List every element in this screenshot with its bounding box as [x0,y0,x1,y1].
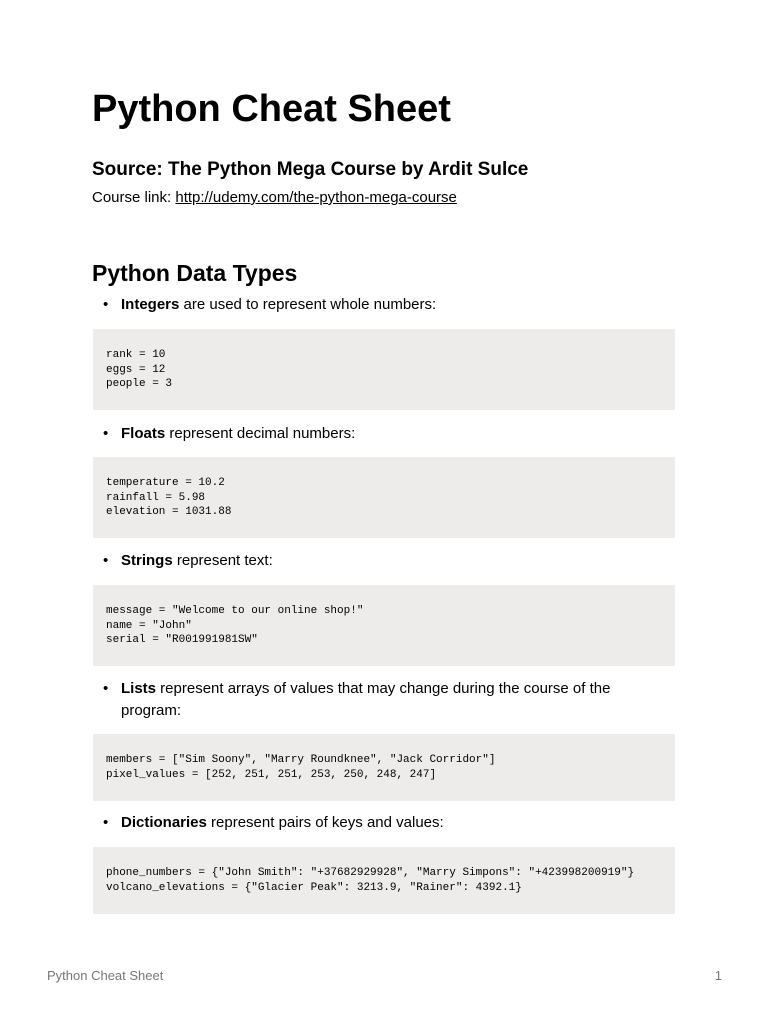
code-line: serial = "R001991981SW" [106,634,258,646]
page-title: Python Cheat Sheet [92,88,451,130]
item-term: Lists [121,680,157,697]
course-line [92,188,457,208]
code-line: volcano_elevations = {"Glacier Peak": 3213.9, "Rainer": 4392.1} [106,881,522,894]
item-term: Integers [121,296,180,313]
item-desc: represent decimal numbers: [165,425,356,442]
code-line: rank = 10 [106,349,166,361]
page-number: 1 [714,968,722,983]
section-title: Python Data Types [92,260,298,286]
code-line: people = 3 [106,378,173,390]
code-line: name = "John" [106,619,192,632]
code-line: rainfall = 5.98 [106,491,206,504]
code-line: pixel_values = [252, 251, 251, 253, 250, 248, 247] [106,768,437,781]
code-block-lists [93,734,675,801]
code-block-integers [93,329,675,410]
code-line: eggs = 12 [106,363,166,376]
code-block-floats [93,457,675,538]
course-label: Course link: [92,189,176,206]
code-block-strings [93,585,675,666]
list-item-dictionaries [103,812,663,834]
code-line: members = ["Sim Soony", "Marry Roundknee", "Jack Corridor"] [106,754,496,766]
list-item-floats [103,423,663,445]
code-line: message = "Welcome to our online shop!" [106,605,364,617]
code-line: elevation = 1031.88 [106,506,232,518]
bullet: • [103,680,109,697]
code-line: phone_numbers = {"John Smith": "+37682929928", "Marry Simpons": "+423998200919"} [106,867,635,879]
bullet: • [103,425,109,442]
list-item-strings [103,550,663,572]
item-term: Strings [121,552,173,569]
item-desc: represent pairs of keys and values: [206,814,444,831]
list-item-lists [103,678,663,722]
item-desc: are used to represent whole numbers: [179,296,437,313]
source-heading: Source: The Python Mega Course by Ardit Sulce [92,159,529,180]
code-block-dictionaries [93,847,675,914]
item-desc: represent text: [172,552,273,569]
bullet: • [103,552,109,569]
course-link[interactable]: http://udemy.com/the-python-mega-course [175,189,457,206]
footer-title: Python Cheat Sheet [47,968,164,983]
code-line: temperature = 10.2 [106,477,225,489]
bullet: • [103,814,109,831]
item-desc: represent arrays of values that may change during the course of the program: [121,680,611,719]
item-term: Dictionaries [121,814,207,831]
list-item-integers [103,294,663,316]
bullet: • [103,296,109,313]
item-term: Floats [121,425,166,442]
